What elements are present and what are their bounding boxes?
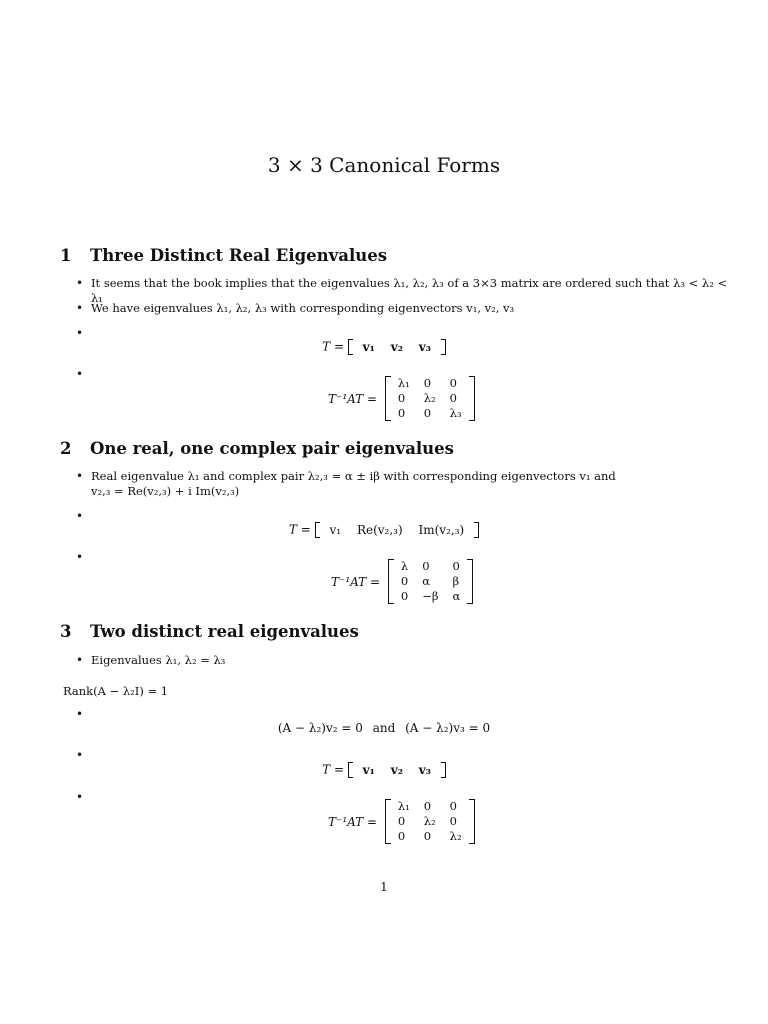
matrix-cell: β	[452, 574, 460, 588]
matrix	[385, 376, 475, 421]
matrix-cell: 0	[423, 376, 432, 390]
equation-canonical	[328, 799, 475, 844]
bracket-right	[441, 762, 446, 778]
bullet-marker: •	[76, 653, 84, 667]
section-1-heading	[60, 246, 387, 265]
equation-lhs: T⁻¹AT =	[328, 814, 378, 829]
matrix-cell: λ₁	[397, 799, 410, 813]
matrix-cell: λ₂	[423, 814, 436, 828]
matrix-column: Im(v₂,₃)	[418, 522, 465, 537]
equation-part: (A − λ₂)v₂ = 0	[277, 721, 363, 735]
equation-connector: and	[372, 721, 396, 735]
list-item-line: Real eigenvalue λ₁ and complex pair λ₂,₃ = α ± iβ with corresponding eigenvectors v₁ and	[91, 469, 616, 483]
bullet-marker: •	[76, 550, 84, 564]
equation-lhs: T⁻¹AT =	[331, 574, 381, 589]
bracket-right	[469, 799, 475, 844]
matrix-cell: 0	[400, 589, 409, 603]
matrix-cell: 0	[423, 829, 432, 843]
matrix-column: v₁	[329, 522, 342, 537]
bullet-marker: •	[76, 301, 84, 315]
matrix-column: Re(v₂,₃)	[356, 522, 403, 537]
list-item: We have eigenvalues λ₁, λ₂, λ₃ with corresponding eigenvectors v₁, v₂, v₃	[91, 301, 515, 315]
equation-lhs: T =	[288, 522, 311, 537]
bullet-marker: •	[76, 367, 84, 381]
matrix-cell: 0	[452, 559, 460, 573]
matrix-cell: λ₁	[397, 376, 410, 390]
equation-T	[0, 762, 768, 778]
matrix-column: v₂	[390, 762, 403, 777]
equation-canonical	[328, 376, 475, 421]
matrix-cell: 0	[400, 574, 409, 588]
matrix-cell: λ₂	[449, 829, 462, 843]
equation-lhs: T⁻¹AT =	[328, 391, 378, 406]
bullet-marker: •	[76, 509, 84, 523]
section-3-heading	[60, 622, 359, 641]
matrix-cell: 0	[397, 814, 406, 828]
matrix-cell: 0	[397, 406, 406, 420]
list-item	[91, 469, 741, 499]
matrix-cell: 0	[423, 799, 432, 813]
bracket-right	[441, 339, 446, 355]
bullet-marker: •	[76, 790, 84, 804]
matrix-cell: α	[422, 574, 430, 588]
matrix-column: v₁	[362, 339, 375, 354]
matrix-column: v₂	[390, 339, 403, 354]
bracket-left	[348, 339, 353, 355]
matrix-cell: λ₂	[423, 391, 436, 405]
matrix-body	[394, 559, 467, 604]
bracket-right	[467, 559, 473, 604]
section-number: 3	[60, 622, 72, 641]
list-item-line: v₂,₃ = Re(v₂,₃) + i Im(v₂,₃)	[91, 484, 240, 498]
matrix-cell: 0	[397, 391, 406, 405]
matrix-cell: α	[452, 589, 461, 603]
bullet-marker: •	[76, 748, 84, 762]
matrix-cell: 0	[423, 406, 432, 420]
section-title: Three Distinct Real Eigenvalues	[90, 246, 387, 265]
equation-part: (A − λ₂)v₃ = 0	[405, 721, 491, 735]
equation-lhs: T =	[322, 339, 345, 354]
matrix-cell: 0	[449, 376, 457, 390]
matrix-cell: 0	[449, 391, 457, 405]
equation-T	[0, 522, 768, 538]
bullet-marker: •	[76, 707, 84, 721]
bracket-right	[474, 522, 479, 538]
equation-canonical	[331, 559, 473, 604]
page-number: 1	[380, 880, 388, 894]
matrix-column: v₃	[418, 762, 432, 777]
bullet-marker: •	[76, 469, 84, 483]
matrix-column: v₃	[418, 339, 432, 354]
section-2-heading	[60, 439, 454, 458]
equation-T	[0, 339, 768, 355]
matrix	[388, 559, 473, 604]
section-title: Two distinct real eigenvalues	[90, 622, 359, 641]
page-title: 3 × 3 Canonical Forms	[267, 153, 501, 177]
rank-condition: Rank(A − λ₂I) = 1	[63, 684, 169, 698]
matrix-cell: λ₃	[449, 406, 462, 420]
bullet-marker: •	[76, 326, 84, 340]
equation-lhs: T =	[322, 762, 345, 777]
section-title: One real, one complex pair eigenvalues	[90, 439, 454, 458]
matrix-cell: λ	[400, 559, 409, 573]
matrix-body	[391, 376, 469, 421]
matrix-body	[391, 799, 469, 844]
section-number: 1	[60, 246, 72, 265]
matrix-cell: 0	[449, 814, 457, 828]
bullet-marker: •	[76, 276, 84, 290]
bracket-left	[348, 762, 353, 778]
bracket-left	[315, 522, 320, 538]
list-item: It seems that the book implies that the eigenvalues λ₁, λ₂, λ₃ of a 3×3 matrix are ordered such that λ₃ < λ₂ < λ₁	[91, 276, 728, 305]
matrix	[385, 799, 475, 844]
equation-nullspace	[0, 721, 768, 735]
bracket-right	[469, 376, 475, 421]
matrix-column: v₁	[362, 762, 375, 777]
list-item: Eigenvalues λ₁, λ₂ = λ₃	[91, 653, 226, 667]
matrix-cell: −β	[422, 589, 439, 603]
matrix-cell: 0	[449, 799, 457, 813]
matrix-cell: 0	[422, 559, 430, 573]
matrix-cell: 0	[397, 829, 406, 843]
section-number: 2	[60, 439, 72, 458]
